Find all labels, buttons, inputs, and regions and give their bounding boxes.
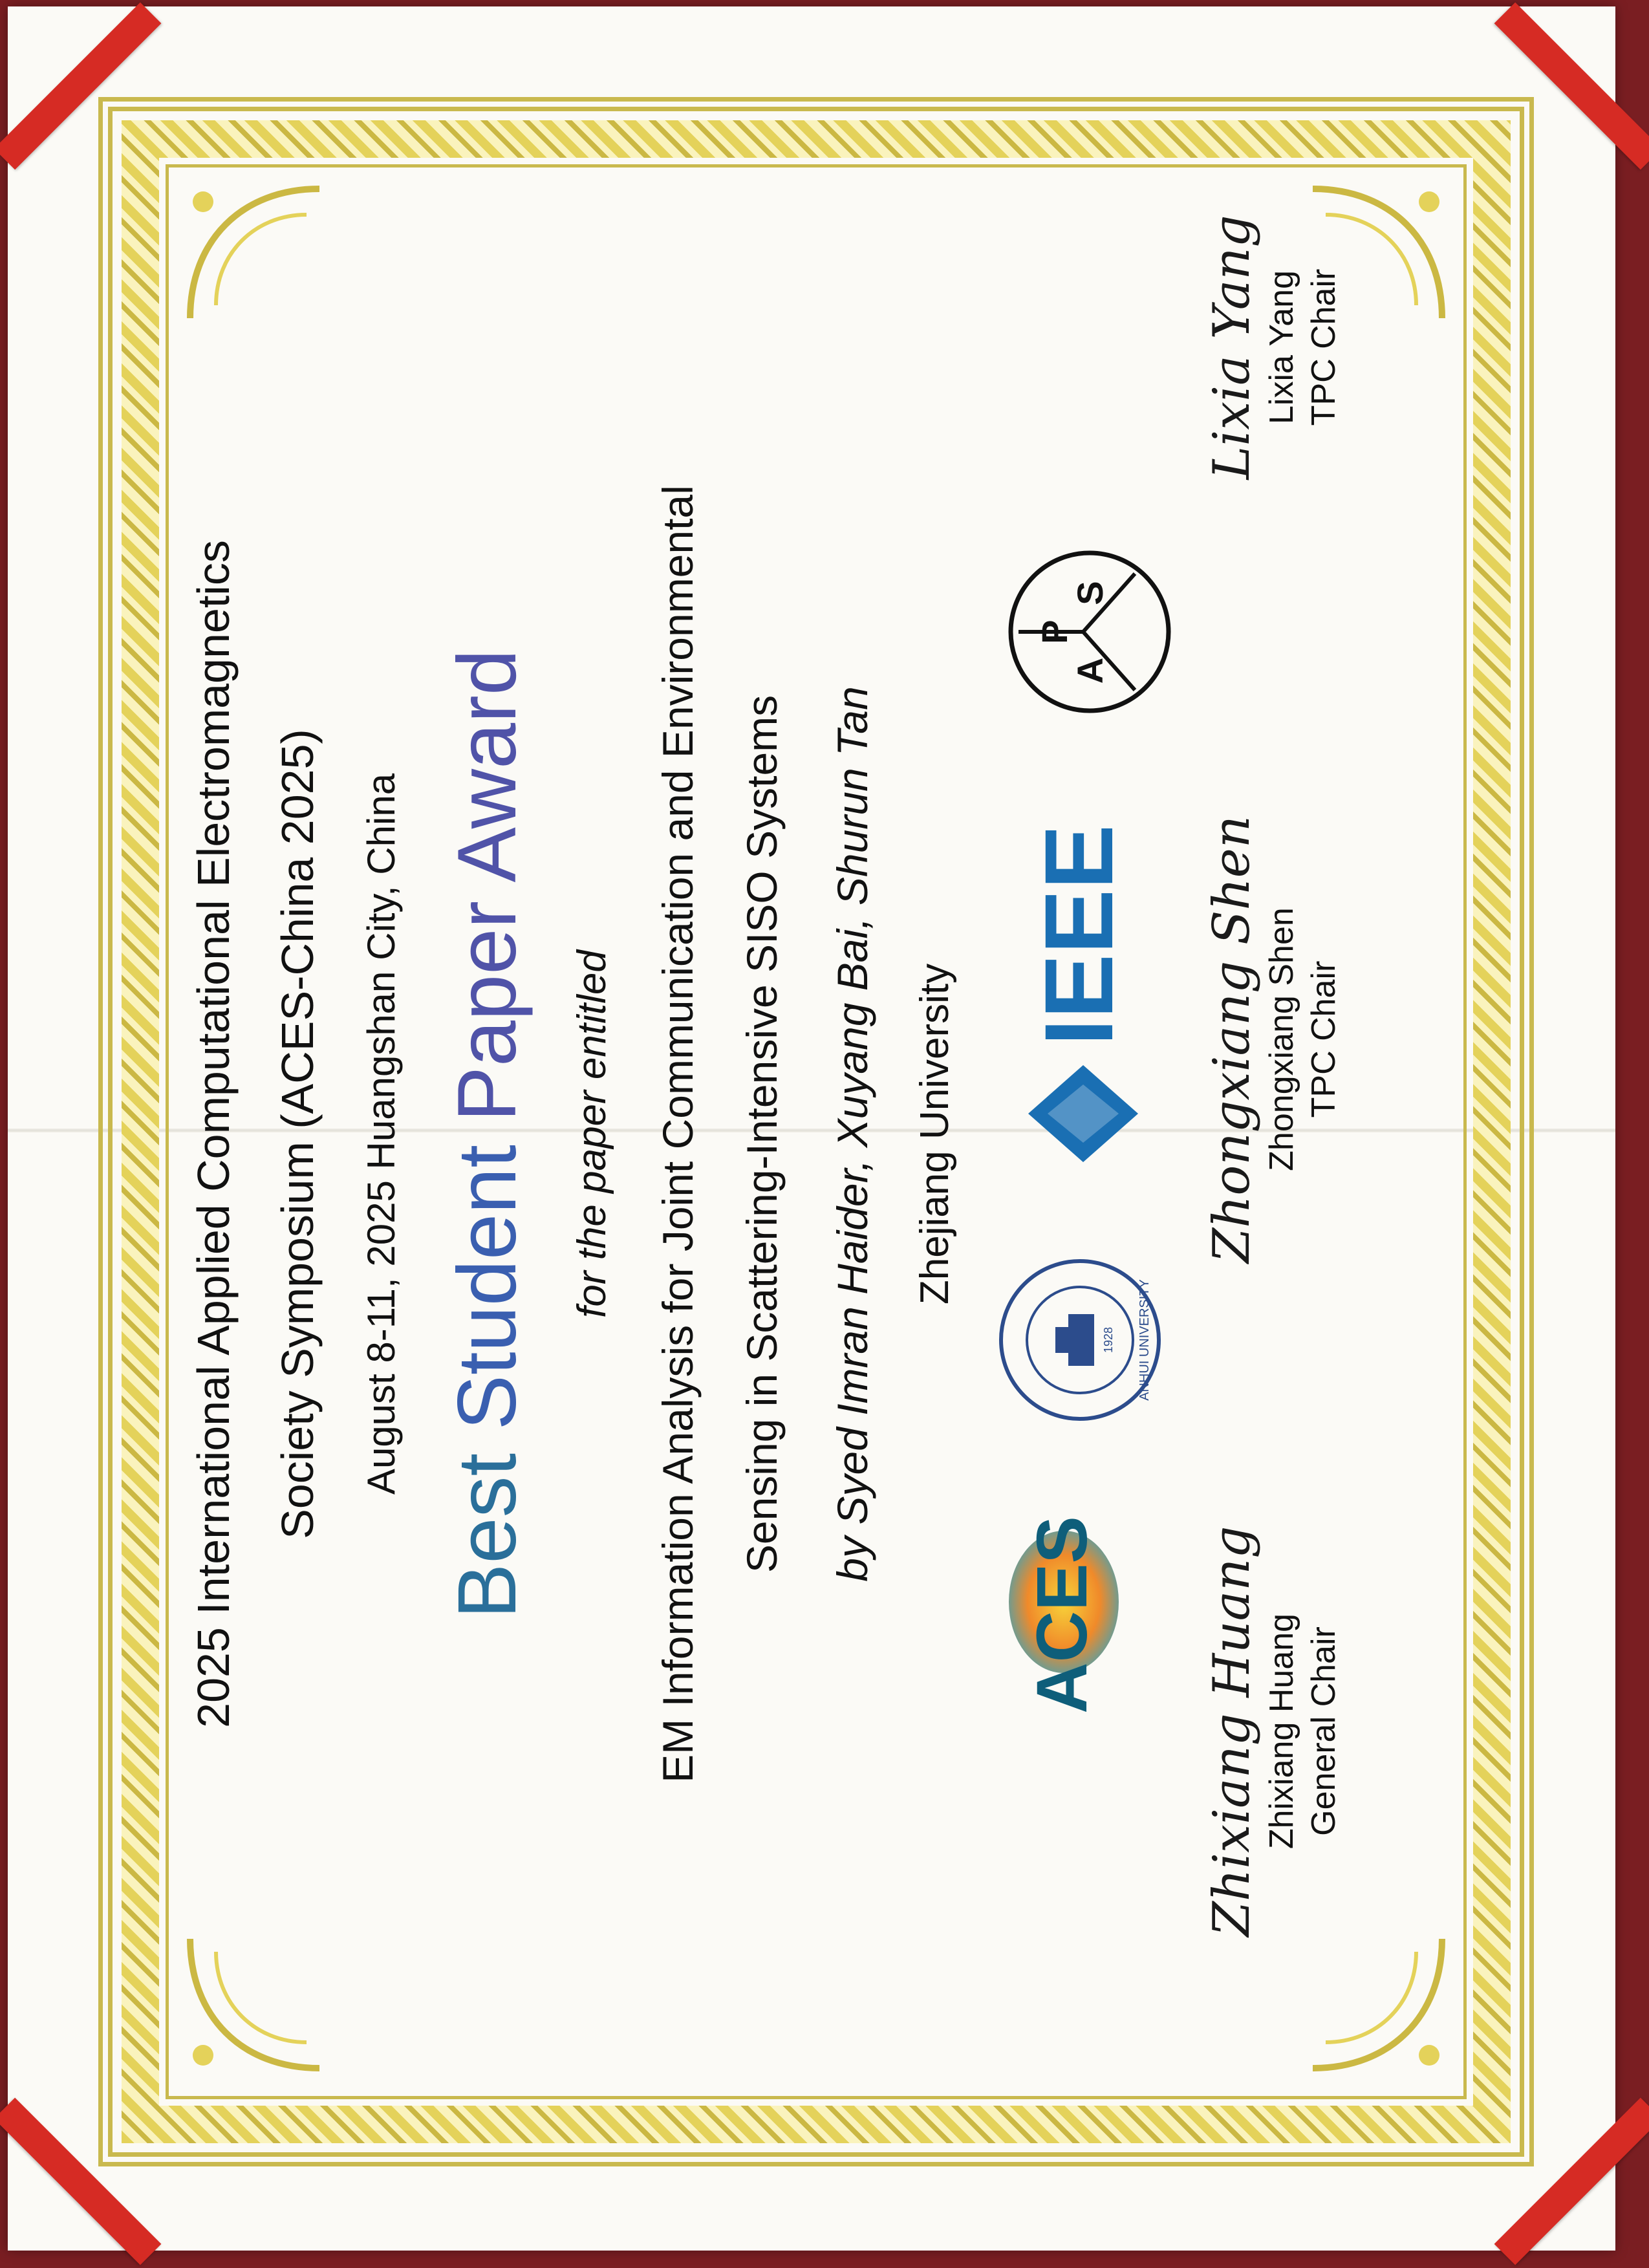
handwritten-signature: Zhixiang Huang — [1203, 1526, 1261, 1937]
anhui-university-seal-icon — [996, 1256, 1164, 1424]
handwritten-signature: Zhongxiang Shen — [1203, 815, 1261, 1264]
ieee-logo-icon — [1015, 806, 1151, 1169]
paper-title-line1: EM Information Analysis for Joint Communication and Environmental — [654, 485, 702, 1783]
event-date-place: August 8-11, 2025 Huangshan City, China — [360, 773, 403, 1495]
aces-logo-text: ACES — [1022, 1518, 1102, 1712]
award-title — [440, 0, 535, 2268]
anhui-university-text: ANHUI UNIVERSITY — [1137, 1279, 1152, 1401]
aps-logo — [1006, 548, 1174, 716]
entitled-text: for the paper entitled — [570, 950, 614, 1318]
anhui-university-logo — [996, 1256, 1164, 1424]
event-title-line1: 2025 International Applied Computational Electromagnetics — [188, 540, 239, 1728]
signature-tpc-chair-2 — [1203, 121, 1345, 574]
svg-text:A: A — [1070, 657, 1110, 684]
handwritten-signature: Lixia Yang — [1203, 215, 1261, 480]
signature-general-chair — [1203, 1505, 1345, 1958]
paper-title-line2: Sensing in Scattering-Intensive SISO Systems — [738, 695, 786, 1573]
aces-logo-icon — [1002, 1518, 1125, 1712]
signer-role: General Chair — [1305, 1626, 1342, 1836]
svg-text:P: P — [1034, 620, 1075, 644]
ieee-logo-text: IEEE — [1024, 825, 1133, 1046]
signer-name: Lixia Yang — [1263, 270, 1300, 425]
signature-tpc-chair-1 — [1203, 813, 1345, 1266]
aps-logo-icon — [1006, 548, 1174, 716]
ieee-logo — [1015, 806, 1151, 1169]
authors: by Syed Imran Haider, Xuyang Bai, Shurun Tan — [828, 686, 876, 1582]
affiliation: Zhejiang University — [912, 963, 957, 1305]
svg-text:S: S — [1070, 581, 1110, 605]
svg-text:1928: 1928 — [1102, 1326, 1115, 1354]
aces-logo — [1002, 1518, 1125, 1712]
signer-name: Zhongxiang Shen — [1263, 907, 1300, 1171]
award-word-paper-award: Paper Award — [441, 649, 534, 1122]
signer-name: Zhixiang Huang — [1263, 1613, 1300, 1850]
signer-role: TPC Chair — [1305, 268, 1342, 426]
event-title-line2: Society Symposium (ACES-China 2025) — [272, 729, 323, 1539]
award-word-student: Student — [441, 1145, 534, 1431]
signer-role: TPC Chair — [1305, 960, 1342, 1118]
award-word-best: Best — [441, 1453, 534, 1619]
